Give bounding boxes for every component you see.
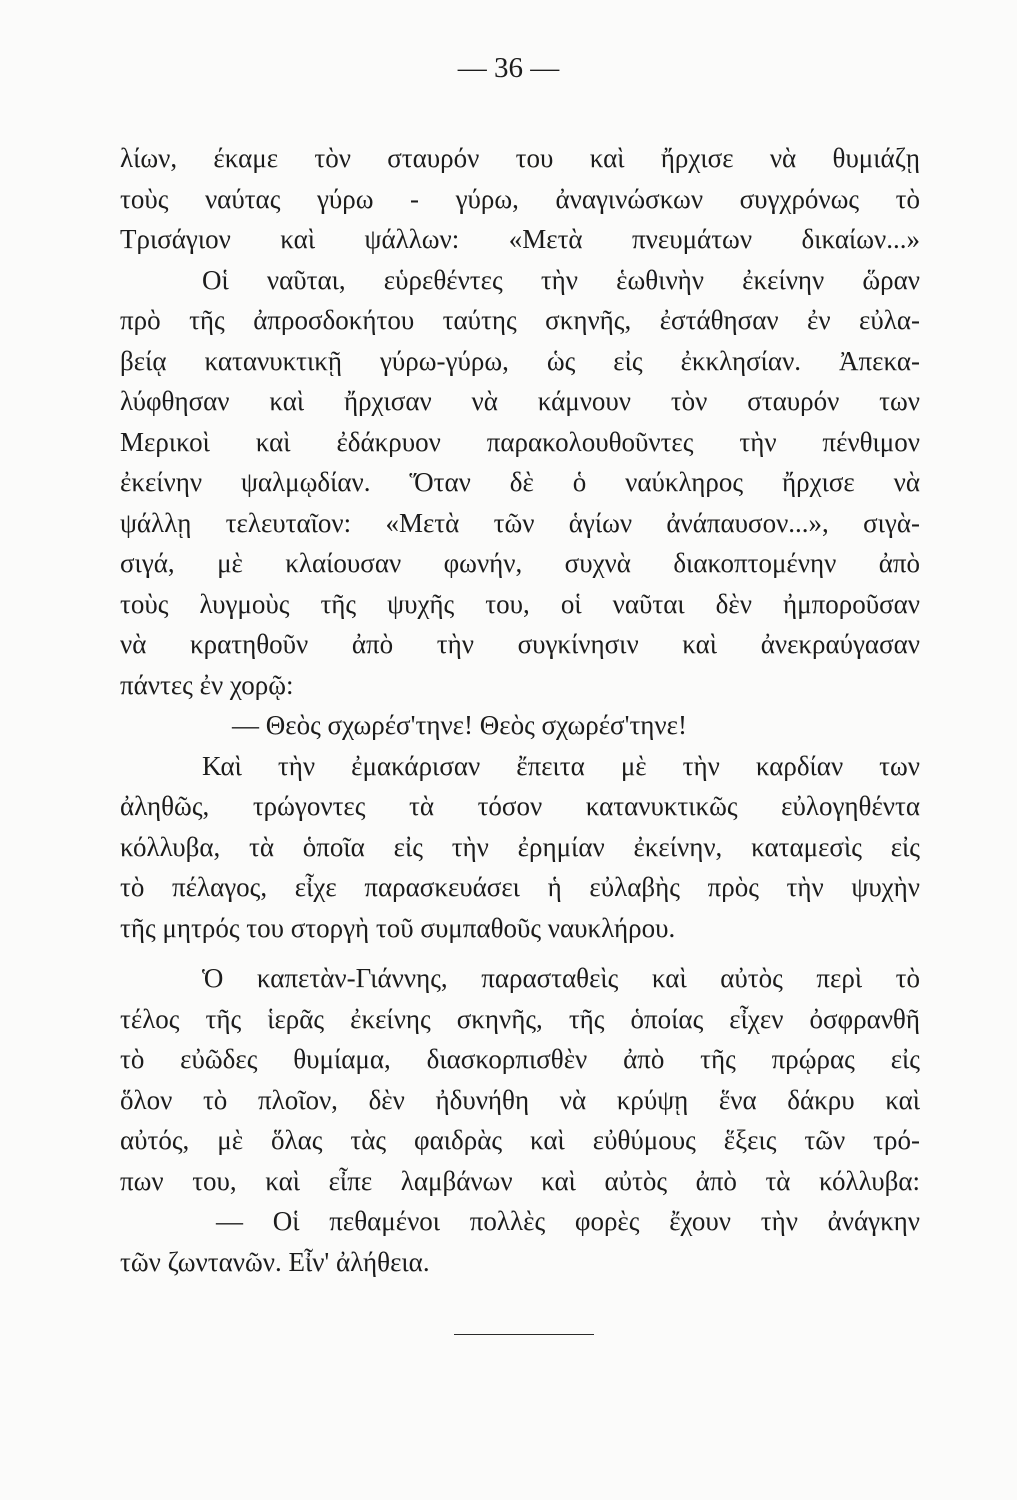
text-line: τὸ πέλαγος, εἶχε παρασκευάσει ἡ εὐλαβὴς πρὸς τὴν ψυχὴν bbox=[120, 872, 920, 902]
text-line: τὸ εὐῶδες θυμίαμα, διασκορπισθὲν ἀπὸ τῆς πρῴρας εἰς bbox=[120, 1044, 920, 1074]
text-line: κόλλυβα, τὰ ὁποῖα εἰς τὴν ἐρημίαν ἐκείνην, καταμεσὶς εἰς bbox=[120, 831, 920, 862]
text-line: Μερικοὶ καὶ ἐδάκρυον παρακολουθοῦντες τὴν πένθιμον bbox=[120, 426, 920, 457]
text-line: Τρισάγιον καὶ ψάλλων: «Μετὰ πνευμάτων δικαίων...» bbox=[120, 224, 920, 254]
text-line: βείᾳ κατανυκτικῇ γύρω-γύρω, ὡς εἰς ἐκκλησίαν. Ἀπεκα- bbox=[120, 345, 920, 376]
paragraph-start-line: Ὁ καπετὰν-Γιάννης, παρασταθεὶς καὶ αὐτὸς περὶ τὸ bbox=[202, 963, 920, 993]
dialogue-line: — Οἱ πεθαμένοι πολλὲς φορὲς ἔχουν τὴν ἀνάγκην bbox=[216, 1206, 920, 1236]
text-line: λύφθησαν καὶ ἤρχισαν νὰ κάμνουν τὸν σταυρόν των bbox=[120, 386, 920, 416]
text-line: τοὺς λυγμοὺς τῆς ψυχῆς του, οἱ ναῦται δὲν ἠμποροῦσαν bbox=[120, 588, 920, 619]
text-line: πάντες ἐν χορῷ: bbox=[120, 669, 294, 700]
dialogue-line: — Θεὸς σχωρέσ'τηνε! Θεὸς σχωρέσ'τηνε! bbox=[232, 710, 687, 740]
text-line: ἐκείνην ψαλμῳδίαν. Ὅταν δὲ ὁ ναύκληρος ἤρχισε νὰ bbox=[120, 467, 920, 497]
text-line: πων του, καὶ εἶπε λαμβάνων καὶ αὐτὸς ἀπὸ τὰ κόλλυβα: bbox=[120, 1165, 920, 1196]
text-line: τέλος τῆς ἱερᾶς ἐκείνης σκηνῆς, τῆς ὁποίας εἶχεν ὀσφρανθῆ bbox=[120, 1003, 920, 1034]
paragraph-gap bbox=[120, 948, 920, 958]
text-line: ἀληθῶς, τρώγοντες τὰ τόσον κατανυκτικῶς εὐλογηθέντα bbox=[120, 791, 920, 821]
text-line: τῆς μητρός του στοργὴ τοῦ συμπαθοῦς ναυκλήρου. bbox=[120, 912, 676, 943]
text-line: νὰ κρατηθοῦν ἀπὸ τὴν συγκίνησιν καὶ ἀνεκραύγασαν bbox=[120, 629, 920, 659]
footnote-rule bbox=[454, 1334, 594, 1335]
page-number: — 36 — bbox=[457, 52, 560, 84]
text-line: σιγά, μὲ κλαίουσαν φωνήν, συχνὰ διακοπτομένην ἀπὸ bbox=[120, 548, 920, 578]
text-line: πρὸ τῆς ἀπροσδοκήτου ταύτης σκηνῆς, ἐστάθησαν ἐν εὐλα- bbox=[120, 305, 920, 335]
text-line: τῶν ζωντανῶν. Εἶν' ἀλήθεια. bbox=[120, 1246, 430, 1277]
text-line: ὅλον τὸ πλοῖον, δὲν ἠδυνήθη νὰ κρύψῃ ἕνα δάκρυ καὶ bbox=[120, 1084, 920, 1115]
paragraph-start-line: Οἱ ναῦται, εὑρεθέντες τὴν ἑωθινὴν ἐκείνην ὥραν bbox=[202, 264, 920, 295]
text-line: λίων, έκαμε τὸν σταυρόν του καὶ ἤρχισε νὰ θυμιάζῃ bbox=[120, 143, 920, 173]
text-line: ψάλλῃ τελευταῖον: «Μετὰ τῶν ἁγίων ἀνάπαυσον...», σιγὰ- bbox=[120, 507, 920, 538]
body-text bbox=[120, 138, 920, 1282]
text-line: αὐτός, μὲ ὅλας τὰς φαιδρὰς καὶ εὐθύμους ἕξεις τῶν τρό- bbox=[120, 1125, 920, 1155]
paragraph-start-line: Καὶ τὴν ἐμακάρισαν ἔπειτα μὲ τὴν καρδίαν των bbox=[202, 750, 920, 781]
text-line: τοὺς ναύτας γύρω - γύρω, ἀναγινώσκων συγχρόνως τὸ bbox=[120, 183, 920, 214]
